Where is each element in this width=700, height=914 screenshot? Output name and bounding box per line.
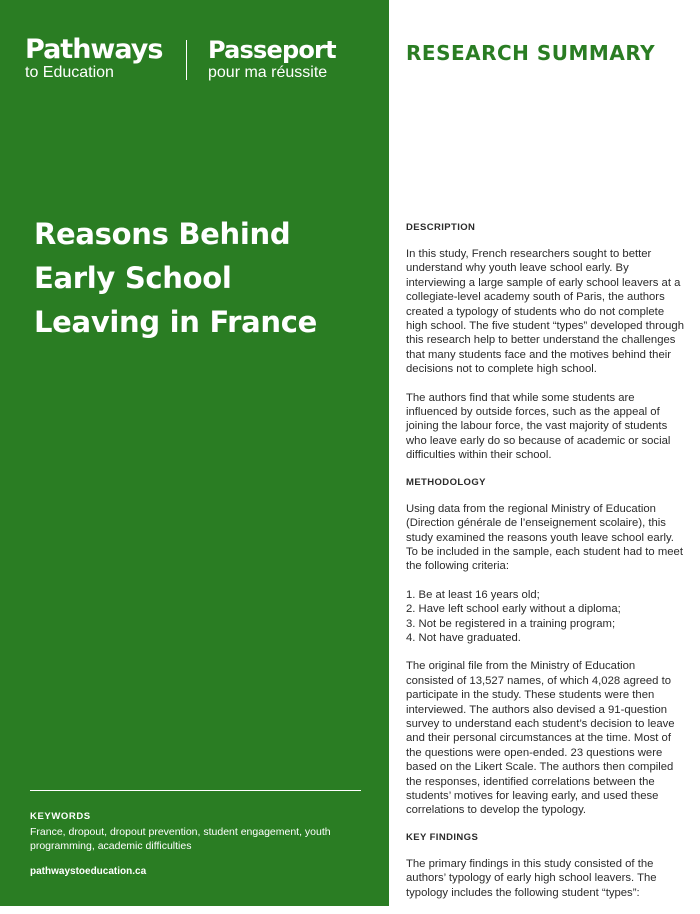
key-findings-heading: KEY FINDINGS bbox=[406, 831, 479, 843]
logo-en-tagline: to Education bbox=[25, 64, 114, 81]
title-line: Early School bbox=[34, 261, 232, 295]
website-link[interactable]: pathwaystoeducation.ca bbox=[30, 866, 147, 877]
passeport-logo bbox=[208, 36, 336, 81]
methodology-heading: METHODOLOGY bbox=[406, 476, 486, 488]
key-findings-text: The primary findings in this study consisted of the authors’ typology of early high school leavers. The typology includes the following student “types”: bbox=[406, 857, 657, 899]
logo-en-name: Pathways bbox=[25, 34, 163, 65]
criteria-list bbox=[406, 588, 684, 646]
title-line: Leaving in France bbox=[34, 305, 317, 339]
methodology-intro: Using data from the regional Ministry of Education (Direction générale de l’enseignement scolaire), this study examined the reasons youth leave school early. To be included in the sample, each student had to meet the following criteria: bbox=[406, 502, 683, 573]
title-line: Reasons Behind bbox=[34, 217, 291, 251]
logo-fr-name: Passeport bbox=[208, 36, 336, 64]
pathways-logo bbox=[25, 36, 162, 81]
description-paragraph: In this study, French researchers sought to better understand why youth leave school early. By interviewing a large sample of early school leavers at a collegiate-level academy south of Paris, the authors created a typology of students who do not complete high school. The five student “types” developed through this research help to better understand the challenges that many students face and the motives behind their decisions not to complete high school. bbox=[406, 248, 684, 376]
summary-column bbox=[406, 222, 684, 914]
keywords-text: France, dropout, dropout prevention, student engagement, youth programming, academic difficulties bbox=[30, 826, 331, 852]
page-title bbox=[34, 212, 374, 344]
criteria-item: 4. Not have graduated. bbox=[406, 631, 521, 644]
methodology-details: The original file from the Ministry of Education consisted of 13,527 names, of which 4,028 agreed to participate in the study. These students were then interviewed. The authors also devised a 91-question survey to understand each student’s decision to leave and their personal circumstances at the time. Most of the questions were open-ended. 23 questions were based on the Likert Scale. The authors then compiled the responses, identified correlations between the students’ motives for leaving early, and used these correlations to develop the typology. bbox=[406, 660, 675, 817]
criteria-item: 1. Be at least 16 years old; bbox=[406, 588, 540, 601]
keywords-heading: KEYWORDS bbox=[30, 811, 91, 822]
criteria-item: 3. Not be registered in a training program; bbox=[406, 617, 616, 630]
description-paragraph: The authors find that while some students are influenced by outside forces, such as the appeal of joining the labour force, the vast majority of students who leave early do so because of academic or social difficulties within their school. bbox=[406, 391, 671, 462]
document-type-heading: RESEARCH SUMMARY bbox=[406, 41, 656, 65]
logo-divider bbox=[186, 40, 187, 80]
description-heading: DESCRIPTION bbox=[406, 222, 476, 233]
divider-line bbox=[30, 790, 361, 791]
logo-fr-tagline: pour ma réussite bbox=[208, 64, 328, 81]
criteria-item: 2. Have left school early without a diploma; bbox=[406, 603, 621, 616]
